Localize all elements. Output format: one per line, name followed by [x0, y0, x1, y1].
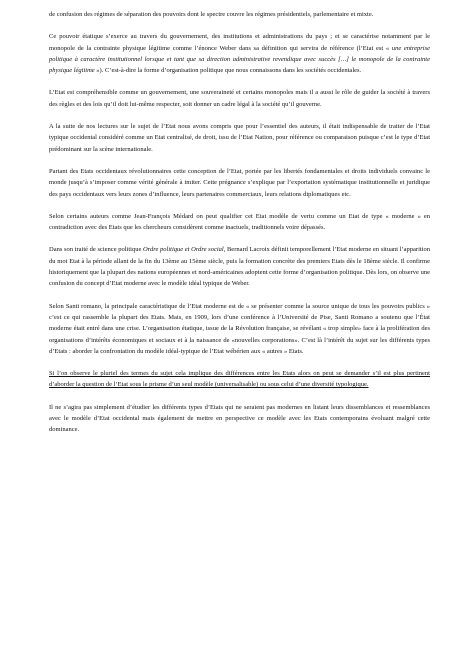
text-run: Ce pouvoir étatique s’exerce au travers du gouvernement, des institutions et administrations du pays ; et se caractérise notamment par le monopole de la contrainte physique légitime comme l’énonce Weber dans sa définition qui servira de référence (l’Etat est « — [49, 33, 430, 52]
paragraph-p8 — [49, 301, 430, 357]
text-run: , Bernard Lacroix définit temporellement l’Etat moderne en situant l’apparition du mot Etat à la période allant de la fin du 13ème au 15ème siècle, puis la formation concrète des premiers Etats dès le 18ème siècle. Il confirme historiquement que la plupart des nations européennes et nord-américaines adoptent cette forme d’organisation politique. Dès lors, on observe une confusion du concept d’Etat moderne avec le modèle idéal typique de Weber. — [49, 246, 430, 288]
paragraph-p9 — [49, 368, 430, 391]
paragraph-p10 — [49, 402, 430, 436]
text-run: de confusion des régimes de séparation des pouvoirs dont le spectre couvre les régimes présidentiels, parlementaire et mixte. — [49, 11, 374, 18]
text-run: Si l’on observe le pluriel des termes du sujet cela implique des différences entre les Etats alors on peut se demander s’il est plus pertinent d’aborder la question de l’Etat sous le prisme d’un seul modèle (universalisable) ou sous celui d’une diversité typologique. — [49, 370, 430, 389]
paragraph-p4 — [49, 121, 430, 155]
text-run: Il ne s’agira pas simplement d’étudier les différents types d’Etats qui ne seraient pas modernes en listant leurs dissemblances et ressemblances avec le modèle d’Etat occidental mais également de mettre en perspective ce modèle avec les Etats contemporains évoluant malgré cette dominance. — [49, 403, 430, 434]
italic-text-run: Ordre politique et Ordre social — [142, 246, 224, 254]
paragraph-p7 — [49, 244, 430, 289]
paragraph-p1 — [49, 9, 430, 20]
italic-text-run: une entreprise politique à caractère institutionnel lorsque et tant que sa direction administrative revendique avec succès […] le monopole de la contrainte physique légitime — [49, 44, 430, 75]
paragraph-p5 — [49, 166, 430, 200]
text-run: Selon certains auteurs comme Jean-François Médard on peut qualifier cet Etat modèle de vertu comme un Etat de type « moderne » en contradiction avec des Etats que les chercheurs considèrent comme inactuels, traditionnels voire dépassés. — [49, 212, 430, 232]
text-run: A la suite de nos lectures sur le sujet de l’Etat nous avons compris que pour l’essentiel des auteurs, il était indispensable de traiter de l’Etat typique occidental considéré comme un Etat centralisé, de droit, issu de l’Etat Nation, pour référence ou comparaison puisque c’est le type d’Etat prédominant sur la scène internationale. — [49, 123, 430, 153]
document-body — [49, 9, 430, 436]
text-run: Selon Santi romano, la principale caractéristique de l’Etat moderne est de « se présenter comme la source unique de tous les pouvoirs publics » c’est ce qui rassemble la plupart des Etats. Mais, en 1909, lors d’une conférence à l’Université de Pise, Santi Romano a soutenu que l’État moderne était entré dans une crise. L’organisation étatique, issue de la Révolution française, se révélant « trop simple» face à la prolifération des organisations d’intérêts économiques et sociaux et à la naissance de «nouvelles corporations». C’est là l’intérêt du sujet sur les différents types d’Etats : aborder la confrontation du modèle idéal-typique de l’Etat wébérien aux « autres » Etats. — [49, 302, 430, 355]
text-run: L’Etat est compréhensible comme un gouvernement, une souveraineté et certains monopoles mais il a aussi le rôle de guider la société à travers des règles et des lois qu’il doit lui-même respecter, soit donner un cadre légal à la société qu’il gouverne. — [49, 89, 430, 108]
text-run: Dans son traité de science politique — [49, 246, 143, 254]
paragraph-p3 — [49, 87, 430, 110]
text-run: »). C’est-à-dire la forme d’organisation politique que nous connaissons dans les sociétés occidentales. — [94, 67, 362, 75]
text-run: Partant des Etats occidentaux révolutionnaires cette conception de l’Etat, portée par les libertés fondamentales et droits individuels convainc le monde jusqu’à s’imposer comme vérité générale à imiter. Cette prégnance s’explique par l’exportation systématique institutionnelle et juridique des pays occidentaux vers leurs zones d’influence, leurs partenaires commerciaux, leurs relations diplomatiques etc. — [49, 167, 430, 198]
paragraph-p6 — [49, 211, 430, 234]
paragraph-p2 — [49, 31, 430, 76]
